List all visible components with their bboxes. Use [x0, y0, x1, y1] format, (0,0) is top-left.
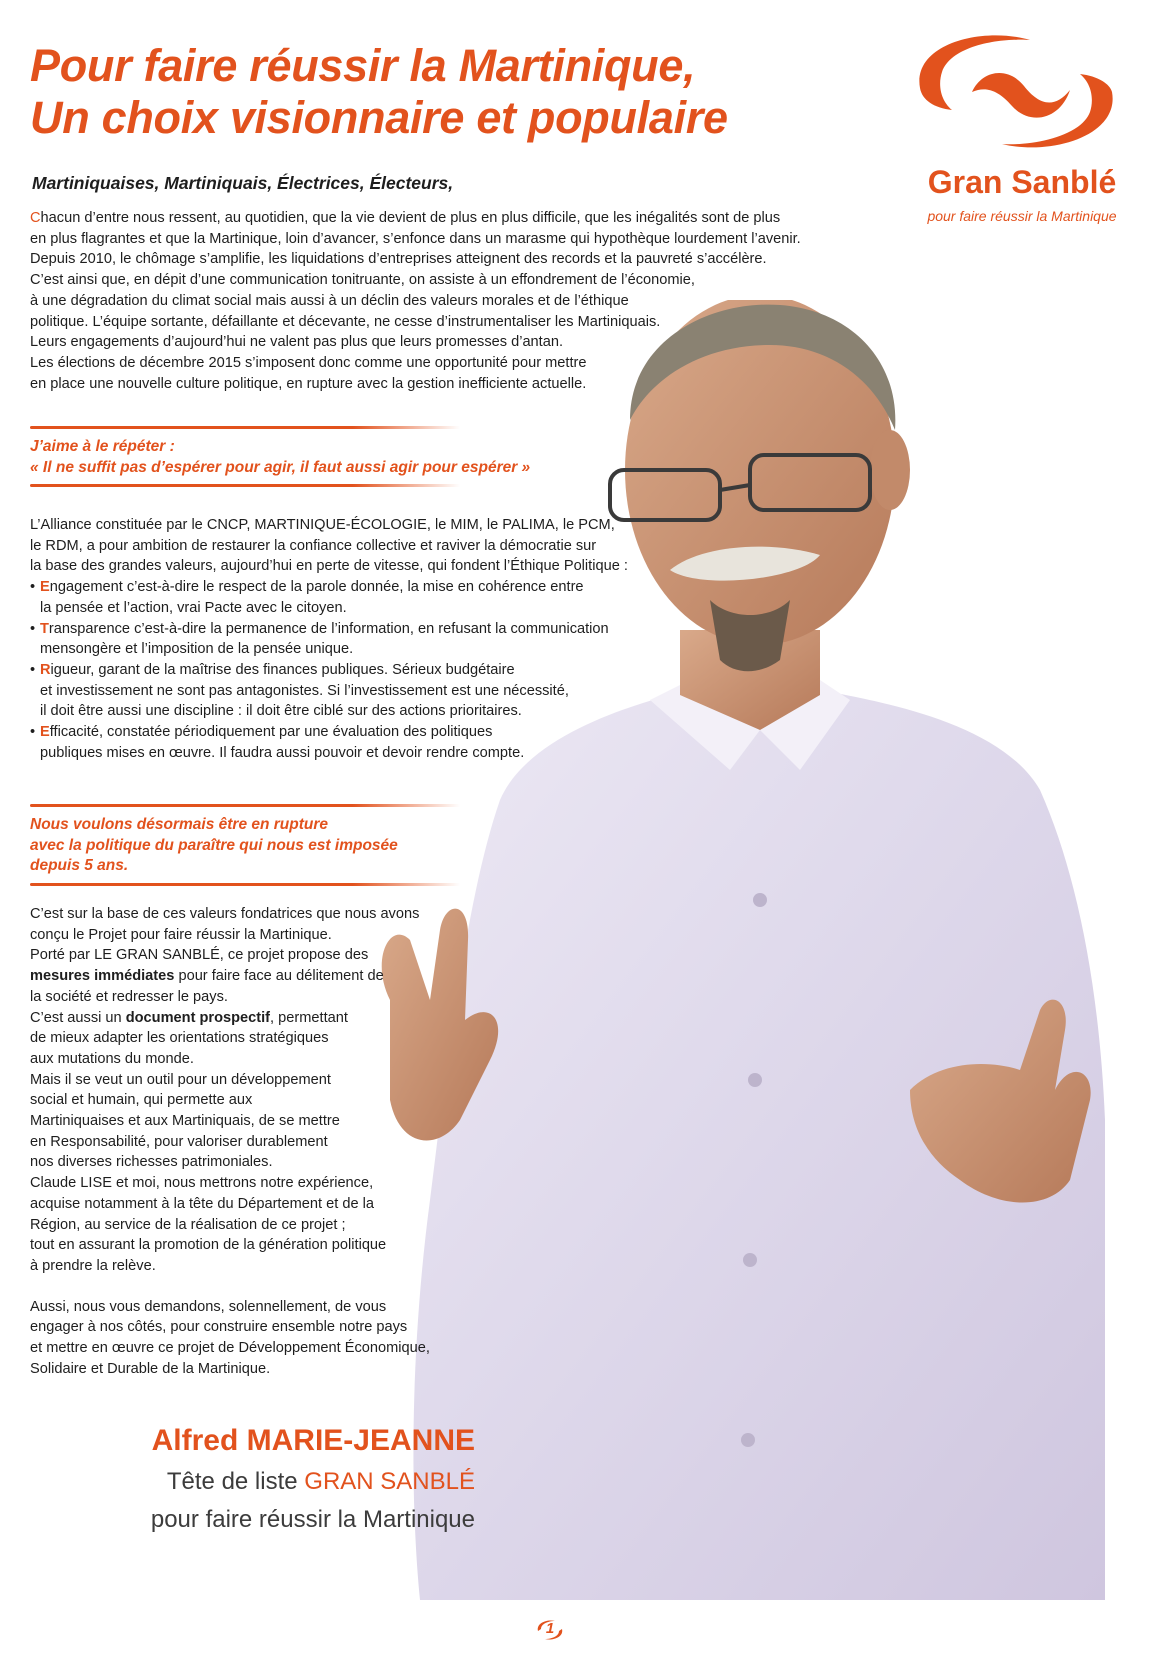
divider	[30, 484, 460, 487]
conclusion-paragraph: C’est sur la base de ces valeurs fondatrices que nous avons conçu le Projet pour faire réussir la Martinique. Porté par LE GRAN SANBLÉ, ce projet propose des mesures immédiates pour faire face au délitement de la société et redresser le pays. C’est aussi un document prospectif, permettant de mieux adapter les orientations stratégiques aux mutations du monde. Mais il se veut un outil pour un développement social et humain, qui permette aux Martiniquaises et aux Martiniquais, de se mettre en Responsabilité, pour valoriser durablement nos diverses richesses patrimoniales. Claude LISE et moi, nous mettrons notre expérience, acquise notamment à la tête du Département et de la Région, au service de la réalisation de ce projet ; tout en assurant la promotion de la génération politique à prendre la relève. Aussi, nous vous demandons, solennellement, de vous engager à nos côtés, pour construire ensemble notre pays et mettre en œuvre ce projet de Développement Économique, Solidaire et Durable de la Martinique.	[30, 906, 430, 1377]
page-title	[30, 40, 890, 144]
gran-sanble-logo-icon	[912, 26, 1122, 158]
gran-sanble-logo	[898, 26, 1138, 236]
divider	[30, 426, 460, 429]
quote-2-line-3: depuis 5 ans.	[30, 857, 129, 874]
logo-tagline: pour faire réussir la Martinique	[927, 208, 1117, 224]
intro-paragraph: Chacun d’entre nous ressent, au quotidien, que la vie devient de plus en plus difficile, que les inégalités sont de plus en plus flagrantes et que la Martinique, loin d’avancer, s’enfonce dans un marasme qui hypothèque lourdement l’avenir. Depuis 2010, le chômage s’amplifie, les liquidations d’entreprises atteignent des records et la pauvreté s’accélère. C’est ainsi que, en dépit d’une communication tonitruante, on assiste à un effondrement de l’économie, à une dégradation du climat social mais aussi à un déclin des valeurs morales et de l’éthique politique. L’équipe sortante, défaillante et décevante, ne cesse d’instrumentaliser les Martiniquais. Leurs engagements d’aujourd’hui ne valent pas plus que leurs promesses d’antan. Les élections de décembre 2015 s’imposent donc comme une opportunité pour mettre en place une nouvelle culture politique, en rupture avec la gestion inefficiente actuelle.	[30, 210, 801, 392]
candidate-photo	[350, 300, 1110, 1600]
quote-block-1	[30, 426, 531, 487]
divider	[30, 883, 460, 886]
dropcap: C	[30, 210, 41, 226]
ethics-bullet-engagement: • Engagement c’est-à-dire le respect de la parole donnée, la mise en cohérence entre	[30, 579, 584, 596]
page-number: 1	[535, 1617, 565, 1643]
quote-2-line-1: Nous voulons désormais être en rupture	[30, 816, 329, 833]
ethics-bullet-transparence: • Transparence c’est-à-dire la permanence de l’information, en refusant la communication	[30, 620, 609, 637]
ethics-bullet-rigueur: • Rigueur, garant de la maîtrise des finances publiques. Sérieux budgétaire	[30, 661, 515, 678]
title-line-1: Pour faire réussir la Martinique,	[30, 40, 696, 91]
divider	[30, 804, 460, 807]
quote-2-line-2: avec la politique du paraître qui nous est imposée	[30, 836, 398, 854]
quote-block-2	[30, 804, 460, 886]
quote-1-line-1: J’aime à le répéter :	[30, 438, 175, 455]
title-line-2: Un choix visionnaire et populaire	[30, 92, 728, 143]
ethics-bullet-efficacite: • Efficacité, constatée périodiquement par une évaluation des politiques	[30, 724, 493, 741]
ethics-paragraph: L’Alliance constituée par le CNCP, MARTINIQUE-ÉCOLOGIE, le MIM, le PALIMA, le PCM, le RDM, a pour ambition de restaurer la confiance collective et raviver la démocratie sur la base des grandes valeurs, aujourd’hui en perte de vitesse, qui fondent l’Éthique Politique : • Engagement c’est-à-dire le respect de la parole donnée, la mise en cohérence entre la pensée et l’action, vrai Pacte avec le citoyen. • Transparence c’est-à-dire la permanence de l’information, en refusant la communication mensongère et l’imposition de la pensée unique. • Rigueur, garant de la maîtrise des finances publiques. Sérieux budgétaire et investissement ne sont pas antagonistes. Si l’investissement est une nécessité, il doit être aussi une discipline : il doit être ciblé sur des actions prioritaires. • Efficacité, constatée périodiquement par une évaluation des politiques publiques mises en œuvre. Il faudra aussi pouvoir et devoir rendre compte.	[30, 517, 628, 761]
signature-name: Alfred MARIE-JEANNE	[151, 1424, 475, 1457]
quote-1-line-2: « Il ne suffit pas d’espérer pour agir, il faut aussi agir pour espérer »	[30, 458, 531, 476]
salutation: Martiniquaises, Martiniquais, Électrices, Électeurs,	[32, 173, 454, 193]
signature-role: Tête de liste GRAN SANBLÉ	[166, 1468, 475, 1495]
logo-name: Gran Sanblé	[927, 164, 1117, 200]
signature-tagline: pour faire réussir la Martinique	[150, 1506, 475, 1533]
